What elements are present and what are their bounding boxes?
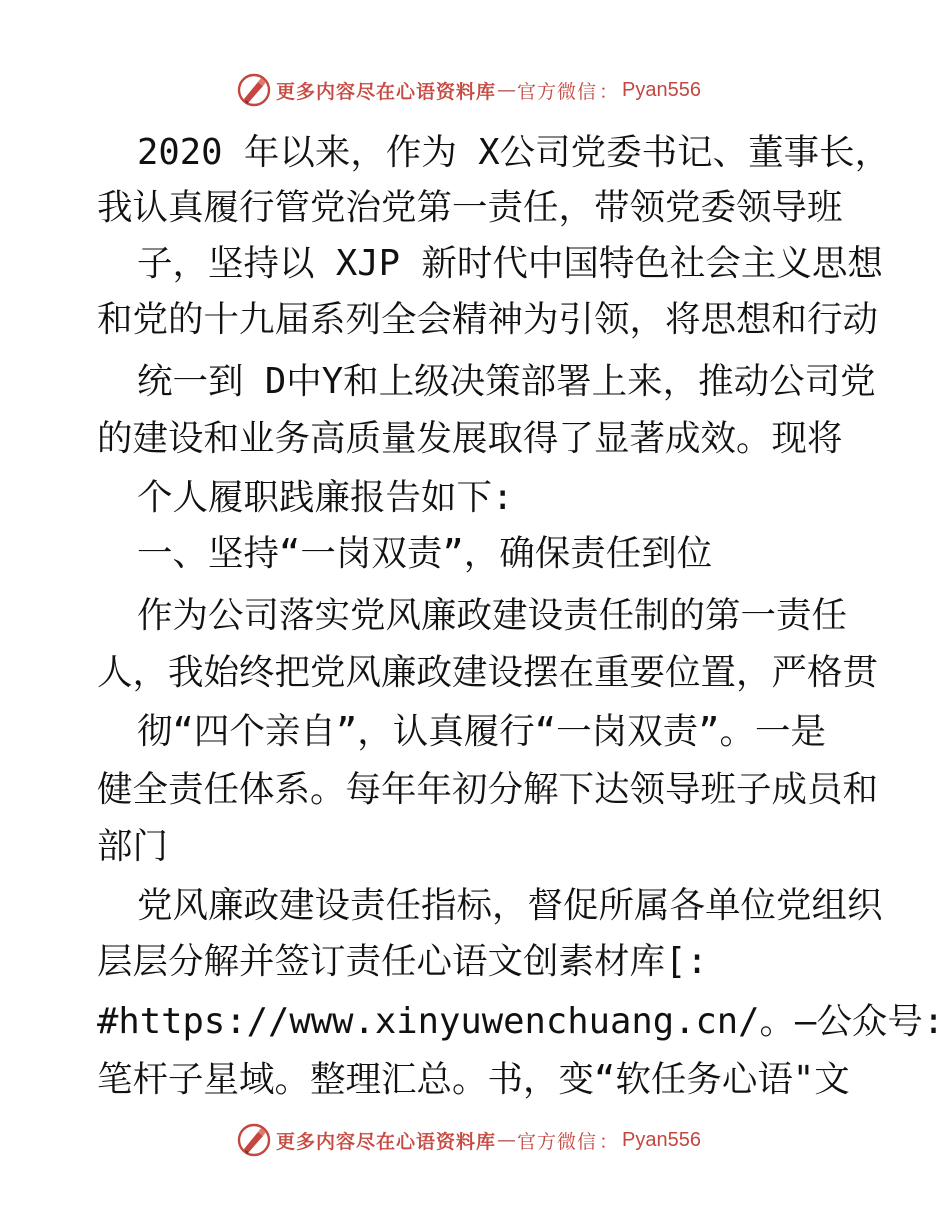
- body-line-11: 彻“四个亲自”，认真履行“一岗双责”。一是: [137, 711, 826, 752]
- banner-lead-text: 更多内容尽在心语资料库: [276, 1130, 497, 1153]
- pen-logo-icon: [236, 72, 272, 108]
- body-line-16: #https://www.xinyuwenchuang.cn/。—公众号:: [97, 1001, 945, 1042]
- banner-colon: ：: [599, 1130, 619, 1153]
- body-line-1: 2020 年以来，作为 X公司党委书记、董事长，: [137, 132, 891, 173]
- header-banner: [236, 72, 701, 108]
- body-line-7: 个人履职践廉报告如下:: [137, 477, 514, 518]
- banner-lead-text: 更多内容尽在心语资料库: [276, 80, 497, 103]
- banner-dash: —: [497, 79, 517, 101]
- body-line-4: 和党的十九届系列全会精神为引领，将思想和行动: [97, 299, 879, 340]
- footer-banner: [236, 1122, 701, 1158]
- body-line-12: 健全责任体系。每年年初分解下达领导班子成员和: [97, 769, 879, 810]
- body-line-13: 部门: [97, 826, 169, 867]
- banner-colon: ：: [599, 80, 619, 103]
- body-line-14: 党风廉政建设责任指标，督促所属各单位党组织: [137, 885, 883, 926]
- body-line-3: 子，坚持以 XJP 新时代中国特色社会主义思想: [137, 243, 883, 284]
- banner-wechat-id: Pyan556: [622, 1128, 702, 1151]
- body-line-17: 笔杆子星域。整理汇总。书，变“软任务心语"文: [97, 1059, 850, 1100]
- body-line-10: 人，我始终把党风廉政建设摆在重要位置，严格贯: [97, 652, 879, 693]
- banner-wechat-id: Pyan556: [622, 78, 702, 101]
- section-heading-1: 一、坚持“一岗双责”，确保责任到位: [137, 533, 713, 574]
- body-line-9: 作为公司落实党风廉政建设责任制的第一责任: [137, 595, 848, 636]
- pen-logo-icon: [236, 1122, 272, 1158]
- body-line-5: 统一到 D中Y和上级决策部署上来，推动公司党: [137, 361, 876, 402]
- banner-official-label: 官方微信: [517, 1130, 598, 1153]
- body-line-2: 我认真履行管党治党第一责任，带领党委领导班: [97, 187, 843, 228]
- body-line-6: 的建设和业务高质量发展取得了显著成效。现将: [97, 418, 843, 459]
- body-line-15: 层层分解并签订责任心语文创素材库[:: [97, 941, 708, 982]
- banner-official-label: 官方微信: [517, 80, 598, 103]
- banner-dash: —: [497, 1129, 517, 1151]
